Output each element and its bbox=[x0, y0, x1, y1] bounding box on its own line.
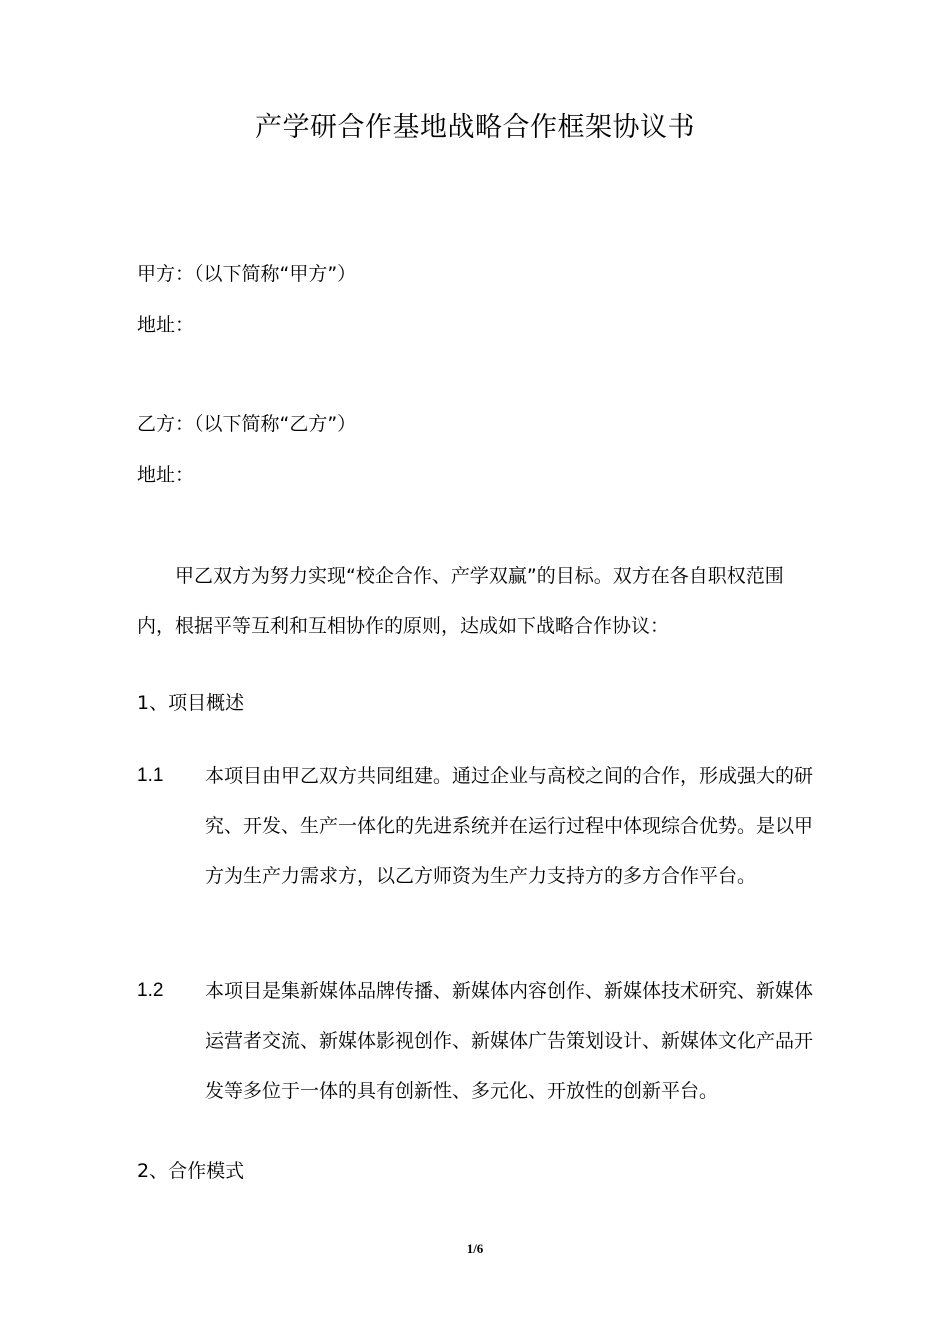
item-1-2-number: 1.2 bbox=[137, 980, 164, 1001]
party-a-label: 甲方：（以下简称“甲方”） bbox=[137, 263, 357, 285]
intro-paragraph: 甲乙双方为努力实现“校企合作、产学双赢”的目标。双方在各自职权范围内，根据平等互利和互相协作的原则，达成如下战略合作协议： bbox=[137, 565, 784, 637]
section-1-heading: 1、项目概述 bbox=[137, 692, 245, 714]
document-title: 产学研合作基地战略合作框架协议书 bbox=[255, 112, 695, 143]
party-b-address: 地址： bbox=[137, 464, 195, 486]
item-1-2-text: 本项目是集新媒体品牌传播、新媒体内容创作、新媒体技术研究、新媒体运营者交流、新媒体影视创作、新媒体广告策划设计、新媒体文化产品开发等多位于一体的具有创新性、多元化、开放性的创新平台。 bbox=[205, 980, 814, 1102]
party-b-label: 乙方：（以下简称“乙方”） bbox=[137, 413, 357, 435]
item-1-1 bbox=[137, 751, 827, 901]
party-a-address: 地址： bbox=[137, 314, 195, 336]
item-1-2 bbox=[137, 966, 827, 1116]
item-1-1-number: 1.1 bbox=[137, 765, 164, 786]
section-2-heading: 2、合作模式 bbox=[137, 1160, 245, 1182]
page-number: 1/6 bbox=[466, 1241, 484, 1256]
item-1-1-text: 本项目由甲乙双方共同组建。通过企业与高校之间的合作，形成强大的研究、开发、生产一体化的先进系统并在运行过程中体现综合优势。是以甲方为生产力需求方，以乙方师资为生产力支持方的多方合作平台。 bbox=[205, 765, 814, 887]
